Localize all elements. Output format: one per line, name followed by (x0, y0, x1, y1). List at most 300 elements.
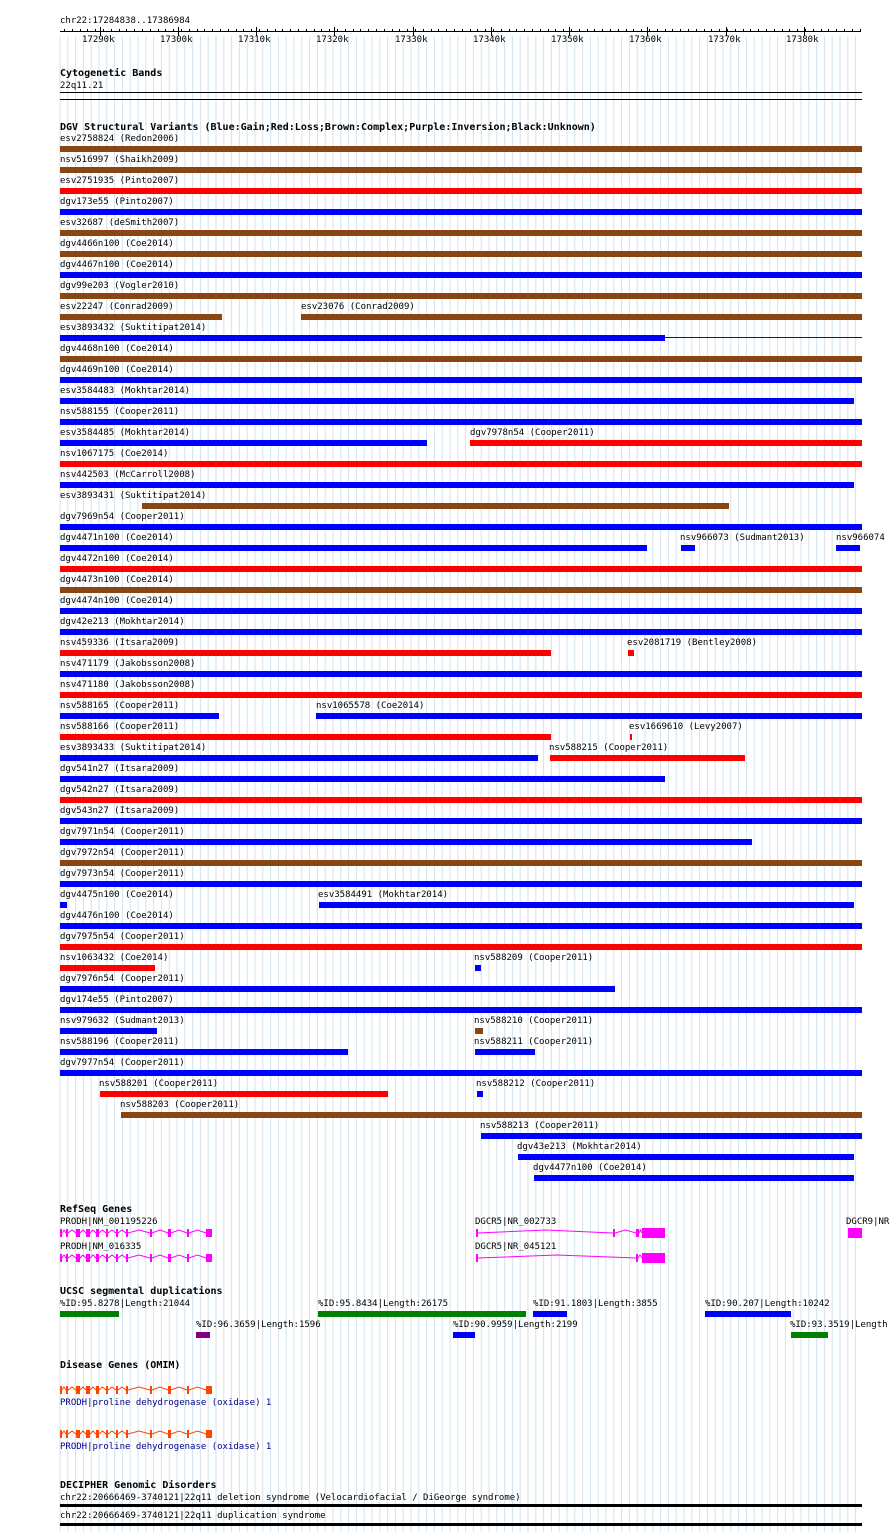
dgv-feature-bar[interactable] (60, 398, 854, 404)
dgv-feature-label[interactable]: nsv966074 (836, 533, 885, 543)
refseq-gene-label[interactable]: DGCR9|NR (846, 1217, 890, 1227)
dgv-feature-bar[interactable] (60, 524, 862, 530)
dgv-feature-label[interactable]: dgv4474n100 (Coe2014) (60, 596, 174, 606)
ruler-minor-tick (727, 29, 728, 32)
omim-exon (168, 1386, 171, 1394)
ruler-minor-tick (579, 29, 580, 32)
ruler-minor-tick (126, 29, 127, 32)
dgv-feature-bar[interactable] (60, 713, 219, 719)
ruler-minor-tick (719, 29, 720, 32)
omim-intron (62, 1387, 206, 1390)
dgv-feature-label[interactable]: nsv588209 (Cooper2011) (474, 953, 594, 963)
ruler-minor-tick (828, 29, 829, 32)
segdup-bar[interactable] (60, 1311, 119, 1317)
ruler-minor-tick (197, 29, 198, 32)
dgv-feature-bar[interactable] (60, 734, 551, 740)
dgv-feature-bar[interactable] (60, 188, 862, 194)
dgv-feature-label[interactable]: dgv173e55 (Pinto2007) (60, 197, 174, 207)
dgv-feature-bar[interactable] (60, 1028, 157, 1034)
omim-exon (66, 1386, 68, 1394)
decipher-duplication-bar[interactable] (60, 1523, 862, 1526)
ruler-minor-tick (711, 29, 712, 32)
ruler-minor-tick (618, 29, 619, 32)
ruler-minor-tick (298, 29, 299, 32)
decipher-duplication-label[interactable]: chr22:20666469-3740121|22q11 duplication syndrome (60, 1511, 326, 1521)
dgv-feature-bar[interactable] (60, 587, 862, 593)
omim-gene-label[interactable]: PRODH|proline dehydrogenase (oxidase) 1 (60, 1398, 272, 1408)
dgv-feature-label[interactable]: dgv7972n54 (Cooper2011) (60, 848, 185, 858)
dgv-feature-bar[interactable] (60, 986, 615, 992)
omim-exon (106, 1430, 108, 1438)
dgv-feature-label[interactable]: nsv588210 (Cooper2011) (474, 1016, 594, 1026)
dgv-feature-label[interactable]: dgv4473n100 (Coe2014) (60, 575, 174, 585)
dgv-feature-bar[interactable] (477, 1091, 483, 1097)
dgv-feature-label[interactable]: esv22247 (Conrad2009) (60, 302, 174, 312)
dgv-feature-label[interactable]: nsv516997 (Shaikh2009) (60, 155, 180, 165)
ruler-minor-tick (774, 29, 775, 32)
refseq-exon (642, 1253, 665, 1263)
dgv-feature-label[interactable]: dgv4467n100 (Coe2014) (60, 260, 174, 270)
ruler-minor-tick (649, 29, 650, 32)
dgv-feature-bar[interactable] (60, 272, 862, 278)
omim-intron (62, 1431, 206, 1434)
dgv-feature-bar[interactable] (142, 503, 729, 509)
segdup-bar[interactable] (196, 1332, 210, 1338)
dgv-feature-label[interactable]: dgv7977n54 (Cooper2011) (60, 1058, 185, 1068)
dgv-feature-bar-thin[interactable] (665, 337, 862, 338)
ruler-minor-tick (119, 29, 120, 32)
dgv-feature-bar[interactable] (60, 923, 862, 929)
omim-exon (60, 1430, 62, 1438)
dgv-feature-bar[interactable] (60, 482, 854, 488)
dgv-feature-label[interactable]: nsv979632 (Sudmant2013) (60, 1016, 185, 1026)
ruler-minor-tick (95, 29, 96, 32)
ruler-minor-tick (103, 29, 104, 32)
dgv-feature-bar[interactable] (60, 839, 752, 845)
ruler-tick-label: 17290k (82, 35, 115, 45)
ruler-minor-tick (516, 29, 517, 32)
ruler-minor-tick (438, 29, 439, 32)
ruler-minor-tick (805, 29, 806, 32)
dgv-feature-label[interactable]: nsv588212 (Cooper2011) (476, 1079, 596, 1089)
dgv-feature-label[interactable]: esv2081719 (Bentley2008) (627, 638, 758, 648)
ruler-minor-tick (189, 29, 190, 32)
dgv-feature-label[interactable]: dgv7971n54 (Cooper2011) (60, 827, 185, 837)
dgv-feature-bar[interactable] (628, 650, 634, 656)
ruler-minor-tick (314, 29, 315, 32)
dgv-feature-bar[interactable] (60, 230, 862, 236)
ruler-minor-tick (571, 29, 572, 32)
ruler-minor-tick (688, 29, 689, 32)
dgv-feature-label[interactable]: esv1669610 (Levy2007) (629, 722, 743, 732)
ruler-minor-tick (399, 29, 400, 32)
ruler-minor-tick (290, 29, 291, 32)
segdup-bar[interactable] (705, 1311, 791, 1317)
dgv-feature-bar[interactable] (60, 629, 862, 635)
dgv-feature-bar[interactable] (60, 167, 862, 173)
refseq-intron (478, 1255, 642, 1258)
dgv-feature-bar[interactable] (475, 965, 481, 971)
dgv-feature-label[interactable]: dgv7975n54 (Cooper2011) (60, 932, 185, 942)
dgv-feature-label[interactable]: nsv588196 (Cooper2011) (60, 1037, 180, 1047)
dgv-feature-label[interactable]: dgv7976n54 (Cooper2011) (60, 974, 185, 984)
dgv-feature-label[interactable]: esv2751935 (Pinto2007) (60, 176, 180, 186)
refseq-exon (476, 1254, 478, 1262)
ruler-minor-tick (587, 29, 588, 32)
ruler-minor-tick (766, 29, 767, 32)
dgv-feature-bar[interactable] (518, 1154, 854, 1160)
dgv-feature-bar[interactable] (60, 902, 67, 908)
dgv-feature-bar[interactable] (60, 965, 155, 971)
decipher-deletion-label[interactable]: chr22:20666469-3740121|22q11 deletion syndrome (Velocardiofacial / DiGeorge syndrome) (60, 1493, 521, 1503)
dgv-feature-label[interactable]: dgv7978n54 (Cooper2011) (470, 428, 595, 438)
ruler-minor-tick (493, 29, 494, 32)
omim-gene-label[interactable]: PRODH|proline dehydrogenase (oxidase) 1 (60, 1442, 272, 1452)
dgv-feature-label[interactable]: dgv4466n100 (Coe2014) (60, 239, 174, 249)
dgv-feature-bar[interactable] (60, 419, 862, 425)
segdup-label[interactable]: %ID:90.9959|Length:2199 (453, 1320, 578, 1330)
dgv-feature-bar[interactable] (301, 314, 862, 320)
ruler-minor-tick (251, 29, 252, 32)
dgv-feature-bar[interactable] (60, 1049, 348, 1055)
ruler-minor-tick (220, 29, 221, 32)
ruler-minor-tick (337, 29, 338, 32)
dgv-feature-label[interactable]: dgv4475n100 (Coe2014) (60, 890, 174, 900)
dgv-feature-bar[interactable] (60, 650, 551, 656)
omim-gene-model[interactable] (0, 1384, 890, 1396)
ruler-minor-tick (532, 29, 533, 32)
omim-exon (76, 1430, 80, 1438)
dgv-feature-bar[interactable] (630, 734, 632, 740)
dgv-feature-label[interactable]: dgv4468n100 (Coe2014) (60, 344, 174, 354)
omim-exon (86, 1430, 90, 1438)
ruler-minor-tick (282, 29, 283, 32)
dgv-feature-bar[interactable] (60, 545, 647, 551)
omim-exon (206, 1386, 212, 1394)
dgv-feature-label[interactable]: nsv471179 (Jakobsson2008) (60, 659, 196, 669)
ruler-minor-tick (353, 29, 354, 32)
dgv-feature-bar[interactable] (60, 755, 538, 761)
segdup-label[interactable]: %ID:91.1803|Length:3855 (533, 1299, 658, 1309)
ruler-minor-tick (641, 29, 642, 32)
omim-exon (126, 1386, 128, 1394)
omim-exon (86, 1386, 90, 1394)
dgv-feature-label[interactable]: esv2758824 (Redon2006) (60, 134, 180, 144)
dgv-feature-bar[interactable] (60, 776, 665, 782)
dgv-feature-bar[interactable] (121, 1112, 862, 1118)
dgv-feature-label[interactable]: dgv42e213 (Mokhtar2014) (60, 617, 185, 627)
refseq-gene-label[interactable]: PRODH|NM_001195226 (60, 1217, 158, 1227)
omim-exon (126, 1430, 128, 1438)
dgv-feature-bar[interactable] (60, 251, 862, 257)
ruler-minor-tick (555, 29, 556, 32)
dgv-feature-bar[interactable] (60, 818, 862, 824)
dgv-feature-label[interactable]: dgv43e213 (Mokhtar2014) (517, 1142, 642, 1152)
dgv-feature-bar[interactable] (319, 902, 854, 908)
ruler-minor-tick (836, 29, 837, 32)
ruler-tick-label: 17320k (316, 35, 349, 45)
ruler-minor-tick (680, 29, 681, 32)
dgv-feature-label[interactable]: nsv471180 (Jakobsson2008) (60, 680, 196, 690)
ruler-minor-tick (431, 29, 432, 32)
refseq-exon (636, 1254, 638, 1262)
dgv-feature-bar[interactable] (60, 356, 862, 362)
dgv-feature-label[interactable]: nsv459336 (Itsara2009) (60, 638, 180, 648)
dgv-feature-bar[interactable] (60, 566, 862, 572)
dgv-feature-label[interactable]: dgv541n27 (Itsara2009) (60, 764, 180, 774)
ruler-minor-tick (243, 29, 244, 32)
dgv-feature-label[interactable]: esv3893433 (Suktitipat2014) (60, 743, 207, 753)
dgv-feature-bar[interactable] (60, 671, 862, 677)
cytoband-label[interactable]: 22q11.21 (60, 81, 104, 91)
cytoband-bar-bottom (60, 99, 862, 100)
ruler-minor-tick (72, 29, 73, 32)
refseq-gene-label[interactable]: PRODH|NM_016335 (60, 1242, 142, 1252)
dgv-feature-bar[interactable] (60, 1007, 862, 1013)
refseq-gene-model[interactable] (0, 1227, 890, 1239)
dgv-feature-label[interactable]: dgv542n27 (Itsara2009) (60, 785, 180, 795)
segdup-label[interactable]: %ID:90.207|Length:10242 (705, 1299, 830, 1309)
ruler-minor-tick (321, 29, 322, 32)
ruler-minor-tick (548, 29, 549, 32)
ruler-minor-tick (236, 29, 237, 32)
dgv-feature-bar[interactable] (534, 1175, 854, 1181)
segdup-bar[interactable] (318, 1311, 526, 1317)
ruler-minor-tick (360, 29, 361, 32)
dgv-feature-bar[interactable] (60, 692, 862, 698)
ruler-minor-tick (860, 29, 861, 32)
segdup-label[interactable]: %ID:96.3659|Length:1596 (196, 1320, 321, 1330)
dgv-feature-label[interactable]: esv3584483 (Mokhtar2014) (60, 386, 191, 396)
refseq-exon (848, 1228, 862, 1238)
ruler-minor-tick (80, 29, 81, 32)
omim-exon (206, 1430, 212, 1438)
ruler-minor-tick (165, 29, 166, 32)
ruler-minor-tick (524, 29, 525, 32)
ruler-minor-tick (657, 29, 658, 32)
ruler-minor-tick (64, 29, 65, 32)
ruler-minor-tick (782, 29, 783, 32)
ruler-minor-tick (376, 29, 377, 32)
dgv-feature-label[interactable]: dgv4469n100 (Coe2014) (60, 365, 174, 375)
ruler-minor-tick (563, 29, 564, 32)
dgv-feature-label[interactable]: dgv4472n100 (Coe2014) (60, 554, 174, 564)
omim-exon (168, 1430, 171, 1438)
ruler-minor-tick (446, 29, 447, 32)
ruler-tick-label: 17360k (629, 35, 662, 45)
ruler-minor-tick (134, 29, 135, 32)
omim-exon (66, 1430, 68, 1438)
dgv-feature-bar[interactable] (60, 377, 862, 383)
ruler-minor-tick (633, 29, 634, 32)
dgv-feature-bar[interactable] (60, 881, 862, 887)
decipher-track-title[interactable]: DECIPHER Genomic Disorders (60, 1480, 217, 1491)
omim-exon (106, 1386, 108, 1394)
refseq-gene-label[interactable]: DGCR5|NR_045121 (475, 1242, 557, 1252)
ruler-minor-tick (384, 29, 385, 32)
ruler-minor-tick (758, 29, 759, 32)
dgv-feature-bar[interactable] (470, 440, 862, 446)
omim-exon (116, 1430, 118, 1438)
ruler-minor-tick (672, 29, 673, 32)
dgv-feature-label[interactable]: nsv442503 (McCarroll2008) (60, 470, 196, 480)
dgv-feature-label[interactable]: dgv7973n54 (Cooper2011) (60, 869, 185, 879)
ruler-tick-label: 17300k (160, 35, 193, 45)
ruler-minor-tick (142, 29, 143, 32)
omim-exon (150, 1430, 152, 1438)
dgv-feature-bar[interactable] (475, 1049, 535, 1055)
dgv-feature-label[interactable]: nsv588165 (Cooper2011) (60, 701, 180, 711)
dgv-feature-label[interactable]: nsv588155 (Cooper2011) (60, 407, 180, 417)
ruler-minor-tick (501, 29, 502, 32)
ruler-tick-label: 17310k (238, 35, 271, 45)
omim-exon (60, 1386, 62, 1394)
ruler-minor-tick (454, 29, 455, 32)
ruler-minor-tick (228, 29, 229, 32)
segdup-bar[interactable] (453, 1332, 475, 1338)
ruler-minor-tick (743, 29, 744, 32)
dgv-feature-bar[interactable] (681, 545, 695, 551)
ruler-minor-tick (329, 29, 330, 32)
dgv-feature-label[interactable]: nsv966073 (Sudmant2013) (680, 533, 805, 543)
ruler-minor-tick (509, 29, 510, 32)
dgv-feature-label[interactable]: dgv4471n100 (Coe2014) (60, 533, 174, 543)
ruler-minor-tick (750, 29, 751, 32)
ruler-minor-tick (415, 29, 416, 32)
dgv-feature-bar[interactable] (60, 314, 222, 320)
ruler-tick-label: 17330k (395, 35, 428, 45)
dgv-feature-label[interactable]: nsv588215 (Cooper2011) (549, 743, 669, 753)
decipher-deletion-bar[interactable] (60, 1504, 862, 1507)
ruler-minor-tick (181, 29, 182, 32)
ruler-minor-tick (423, 29, 424, 32)
dgv-feature-label[interactable]: nsv1065578 (Coe2014) (316, 701, 425, 711)
ruler-tick-label: 17380k (786, 35, 819, 45)
ruler-minor-tick (610, 29, 611, 32)
dgv-feature-label[interactable]: esv3584485 (Mokhtar2014) (60, 428, 191, 438)
segdup-track-title[interactable]: UCSC segmental duplications (60, 1286, 223, 1297)
dgv-feature-label[interactable]: nsv588211 (Cooper2011) (474, 1037, 594, 1047)
dgv-feature-label[interactable]: dgv99e203 (Vogler2010) (60, 281, 180, 291)
omim-track-title[interactable]: Disease Genes (OMIM) (60, 1360, 181, 1371)
segdup-bar[interactable] (533, 1311, 567, 1317)
omim-exon (116, 1386, 118, 1394)
dgv-feature-bar[interactable] (60, 209, 862, 215)
cytoband-bar-top (60, 92, 862, 93)
ruler-minor-tick (696, 29, 697, 32)
dgv-track-title[interactable]: DGV Structural Variants (Blue:Gain;Red:Loss;Brown:Complex;Purple:Inversion;Black:Unknown) (60, 122, 596, 133)
dgv-feature-label[interactable]: dgv4477n100 (Coe2014) (533, 1163, 647, 1173)
dgv-feature-bar[interactable] (475, 1028, 483, 1034)
ruler-minor-tick (306, 29, 307, 32)
dgv-feature-bar[interactable] (60, 860, 862, 866)
ruler-minor-tick (345, 29, 346, 32)
refseq-gene-label[interactable]: DGCR5|NR_002733 (475, 1217, 557, 1227)
ruler-minor-tick (821, 29, 822, 32)
dgv-feature-bar[interactable] (60, 797, 862, 803)
ruler-minor-tick (602, 29, 603, 32)
dgv-feature-bar[interactable] (316, 713, 862, 719)
cytoband-track-title[interactable]: Cytogenetic Bands (60, 68, 163, 79)
dgv-feature-bar[interactable] (100, 1091, 388, 1097)
dgv-feature-label[interactable]: nsv588166 (Cooper2011) (60, 722, 180, 732)
ruler-minor-tick (470, 29, 471, 32)
dgv-feature-label[interactable]: esv23076 (Conrad2009) (301, 302, 415, 312)
dgv-feature-label[interactable]: dgv7969n54 (Cooper2011) (60, 512, 185, 522)
segdup-bar[interactable] (791, 1332, 828, 1338)
dgv-feature-bar[interactable] (550, 755, 745, 761)
omim-exon (96, 1430, 99, 1438)
ruler-minor-tick (704, 29, 705, 32)
segdup-label[interactable]: %ID:95.8278|Length:21044 (60, 1299, 191, 1309)
ruler-minor-tick (259, 29, 260, 32)
dgv-feature-label[interactable]: dgv174e55 (Pinto2007) (60, 995, 174, 1005)
ruler-minor-tick (173, 29, 174, 32)
dgv-feature-label[interactable]: nsv588201 (Cooper2011) (99, 1079, 219, 1089)
dgv-feature-label[interactable]: nsv1063432 (Coe2014) (60, 953, 169, 963)
dgv-feature-bar[interactable] (60, 944, 862, 950)
dgv-feature-label[interactable]: dgv543n27 (Itsara2009) (60, 806, 180, 816)
dgv-feature-bar[interactable] (60, 146, 862, 152)
dgv-feature-bar[interactable] (60, 461, 862, 467)
ruler-minor-tick (87, 29, 88, 32)
dgv-feature-label[interactable]: nsv588213 (Cooper2011) (480, 1121, 600, 1131)
ruler-minor-tick (477, 29, 478, 32)
omim-exon (96, 1386, 99, 1394)
ruler-axis (60, 31, 860, 32)
omim-exon (187, 1430, 189, 1438)
dgv-feature-label[interactable]: dgv4476n100 (Coe2014) (60, 911, 174, 921)
ruler-minor-tick (392, 29, 393, 32)
segdup-label[interactable]: %ID:93.3519|Length (790, 1320, 888, 1330)
ruler-minor-tick (150, 29, 151, 32)
ruler-minor-tick (797, 29, 798, 32)
ruler-tick-label: 17340k (473, 35, 506, 45)
segdup-label[interactable]: %ID:95.8434|Length:26175 (318, 1299, 449, 1309)
dgv-feature-label[interactable]: esv32687 (deSmith2007) (60, 218, 180, 228)
dgv-feature-bar[interactable] (60, 335, 665, 341)
ruler-minor-tick (852, 29, 853, 32)
omim-gene-model[interactable] (0, 1428, 890, 1440)
ruler-minor-tick (813, 29, 814, 32)
ruler-tick-label: 17350k (551, 35, 584, 45)
ruler-label: chr22:17284838..17386984 (60, 16, 191, 26)
ruler-minor-tick (275, 29, 276, 32)
ruler-minor-tick (158, 29, 159, 32)
dgv-feature-bar[interactable] (836, 545, 860, 551)
dgv-feature-bar[interactable] (60, 1070, 862, 1076)
ruler-minor-tick (204, 29, 205, 32)
dgv-feature-label[interactable]: nsv588203 (Cooper2011) (120, 1100, 240, 1110)
ruler-minor-tick (626, 29, 627, 32)
ruler-minor-tick (407, 29, 408, 32)
refseq-track-title[interactable]: RefSeq Genes (60, 1204, 133, 1215)
omim-exon (76, 1386, 80, 1394)
ruler-minor-tick (368, 29, 369, 32)
omim-exon (187, 1386, 189, 1394)
dgv-feature-label[interactable]: esv3893432 (Suktitipat2014) (60, 323, 207, 333)
dgv-feature-label[interactable]: nsv1067175 (Coe2014) (60, 449, 169, 459)
ruler-minor-tick (789, 29, 790, 32)
dgv-feature-bar[interactable] (60, 608, 862, 614)
dgv-feature-bar[interactable] (481, 1133, 862, 1139)
dgv-feature-label[interactable]: esv3584491 (Mokhtar2014) (318, 890, 449, 900)
refseq-gene-model[interactable] (0, 1252, 890, 1264)
dgv-feature-label[interactable]: esv3893431 (Suktitipat2014) (60, 491, 207, 501)
dgv-feature-bar[interactable] (60, 293, 862, 299)
ruler-minor-tick (462, 29, 463, 32)
dgv-feature-bar[interactable] (60, 440, 427, 446)
